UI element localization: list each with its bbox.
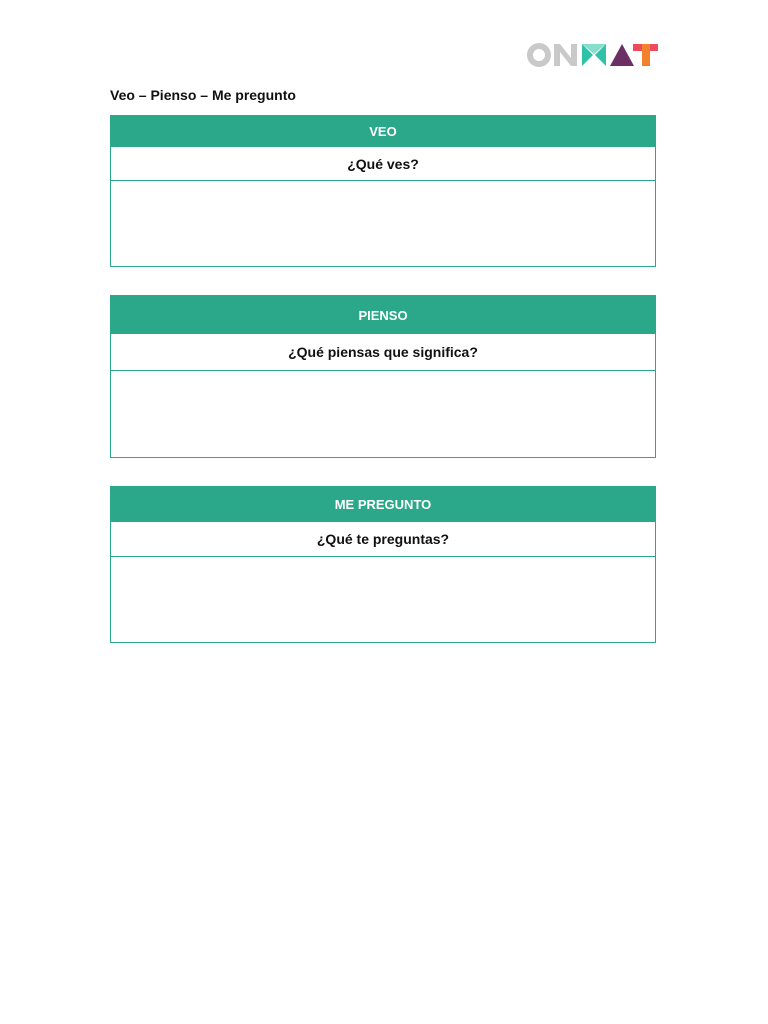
pienso-question: ¿Qué piensas que significa? <box>111 334 655 371</box>
onmat-logo <box>527 42 659 68</box>
pienso-header: PIENSO <box>111 296 655 334</box>
veo-section <box>110 115 656 267</box>
me-pregunto-section <box>110 486 656 643</box>
me-pregunto-answer-field[interactable] <box>111 557 655 642</box>
me-pregunto-header: ME PREGUNTO <box>111 487 655 522</box>
me-pregunto-question: ¿Qué te preguntas? <box>111 522 655 557</box>
onmat-logo-graphic <box>527 42 659 68</box>
veo-question: ¿Qué ves? <box>111 147 655 181</box>
veo-answer-field[interactable] <box>111 181 655 266</box>
document-title: Veo – Pienso – Me pregunto <box>110 87 296 103</box>
veo-header: VEO <box>111 116 655 147</box>
pienso-section <box>110 295 656 458</box>
pienso-answer-field[interactable] <box>111 371 655 457</box>
